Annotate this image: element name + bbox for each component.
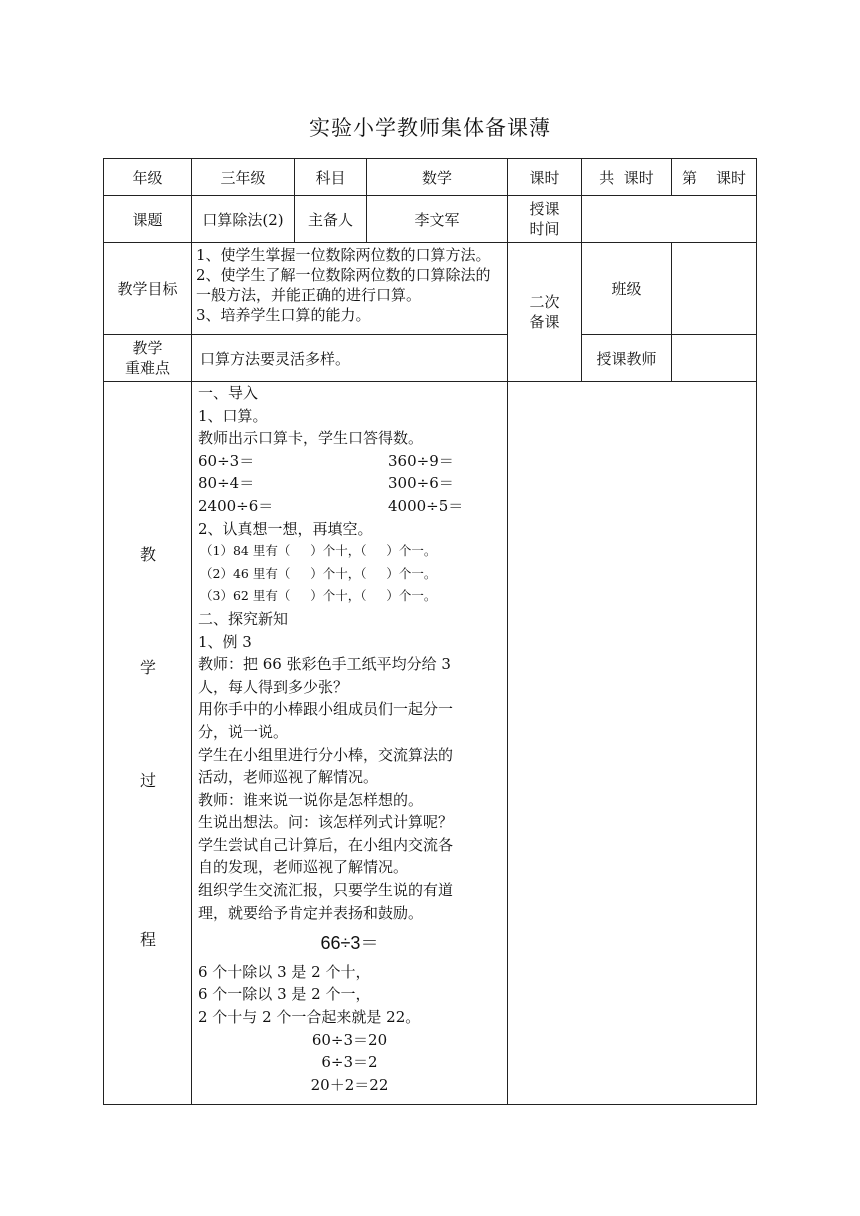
objectives-row: [104, 243, 757, 335]
paragraph-line: 自的发现，老师巡视了解情况。: [198, 858, 409, 877]
calc-item: 80÷4＝: [198, 474, 255, 493]
calc-row: [198, 472, 501, 495]
key-points-row: [104, 335, 757, 382]
preparer-value: 李文军: [367, 196, 508, 243]
reasoning-line: 6 个十除以 3 是 2 个十，: [198, 962, 371, 981]
paragraph-line: 生说出想法。问：该怎样列式计算呢？: [198, 813, 454, 832]
hours-total: 共 课时: [582, 159, 672, 196]
fill-item: （1）84 里有（ ）个十，（ ）个一。: [200, 543, 437, 559]
process-label-char: 程: [139, 930, 156, 949]
calc-item: 60÷3＝: [198, 451, 255, 470]
paragraph-line: 理，就要给予肯定并表扬和鼓励。: [198, 903, 424, 922]
key-points-label: [104, 335, 192, 382]
equation-line: 60÷3＝20: [311, 1030, 388, 1049]
fill-item: （3）62 里有（ ）个十，（ ）个一。: [200, 588, 437, 604]
explore-heading: 二、探究新知: [198, 609, 289, 628]
hours-label: 课时: [508, 159, 582, 196]
calc-row: [198, 495, 501, 518]
process-label-char: 过: [139, 771, 156, 790]
second-prep-label: [508, 243, 582, 382]
big-equation: 66÷3＝: [320, 933, 379, 954]
objectives-label: 教学目标: [104, 243, 192, 335]
paragraph-line: 分，说一说。: [198, 722, 289, 741]
paragraph-line: 活动，老师巡视了解情况。: [198, 768, 379, 787]
preparer-label: 主备人: [295, 196, 367, 243]
intro-heading: 一、导入: [198, 384, 259, 402]
teach-time-label-line2: 时间: [529, 220, 560, 238]
topic-row: [104, 196, 757, 243]
grade-label: 年级: [104, 159, 192, 196]
process-label-char: 教: [139, 545, 156, 564]
objective-line: 一般方法，并能正确的进行口算。: [196, 286, 422, 304]
objective-line: 3、培养学生口算的能力。: [196, 306, 371, 324]
teacher-label: 授课教师: [582, 335, 672, 382]
paragraph-line: 人，每人得到多少张？: [198, 677, 349, 696]
calc-item: 360÷9＝: [388, 451, 454, 470]
page-title: 实验小学教师集体备课薄: [309, 116, 551, 140]
intro-item: 1、口算。: [198, 406, 268, 425]
paragraph-line: 学生尝试自己计算后，在小组内交流各: [198, 835, 454, 854]
process-label: [104, 382, 192, 1105]
hours-index: 第 课时: [672, 159, 757, 196]
topic-label: 课题: [104, 196, 192, 243]
teach-time-label: [508, 196, 582, 243]
calc-row: [198, 450, 501, 473]
intro-desc: 教师出示口算卡，学生口答得数。: [198, 429, 424, 448]
teacher-value: [672, 335, 757, 382]
header-row: [104, 159, 757, 196]
equation-line: 6÷3＝2: [321, 1053, 378, 1072]
teach-time-label-line1: 授课: [529, 200, 560, 218]
paragraph-line: 用你手中的小棒跟小组成员们一起分一: [198, 700, 454, 719]
paragraph-line: 教师：谁来说一说你是怎样想的。: [198, 790, 424, 809]
calc-item: 300÷6＝: [388, 474, 454, 493]
objective-line: 1、使学生掌握一位数除两位数的口算方法。: [196, 246, 491, 264]
key-points-label-line1: 教学: [132, 339, 163, 357]
fill-item: （2）46 里有（ ）个十，（ ）个一。: [200, 565, 437, 581]
example-heading: 1、例 3: [198, 632, 252, 651]
topic-value: 口算除法(2): [192, 196, 295, 243]
paragraph-line: 学生在小组里进行分小棒，交流算法的: [198, 745, 454, 764]
teach-time-value: [582, 196, 757, 243]
calc-item: 4000÷5＝: [388, 496, 464, 515]
second-prep-notes: [508, 382, 757, 1105]
second-prep-line1: 二次: [529, 293, 560, 311]
process-content: [192, 382, 508, 1105]
subject-label: 科目: [295, 159, 367, 196]
fill-heading: 2、认真想一想，再填空。: [198, 519, 373, 538]
reasoning-line: 6 个一除以 3 是 2 个一，: [198, 985, 371, 1004]
key-points-label-line2: 重难点: [124, 359, 170, 377]
lesson-plan-table: [103, 158, 757, 1105]
class-value: [672, 243, 757, 335]
subject-value: 数学: [367, 159, 508, 196]
paragraph-line: 组织学生交流汇报，只要学生说的有道: [198, 881, 454, 900]
objectives-content: [192, 243, 508, 335]
reasoning-line: 2 个十与 2 个一合起来就是 22。: [198, 1008, 421, 1027]
calc-item: 2400÷6＝: [198, 496, 274, 515]
equation-line: 20＋2＝22: [310, 1075, 389, 1094]
process-label-char: 学: [139, 658, 156, 677]
key-points-value: 口算方法要灵活多样。: [192, 335, 508, 382]
grade-value: 三年级: [192, 159, 295, 196]
second-prep-line2: 备课: [529, 313, 560, 331]
objective-line: 2、使学生了解一位数除两位数的口算除法的: [196, 266, 491, 284]
class-label: 班级: [582, 243, 672, 335]
process-row: [104, 382, 757, 1105]
paragraph-line: 教师：把 66 张彩色手工纸平均分给 3: [198, 655, 451, 674]
